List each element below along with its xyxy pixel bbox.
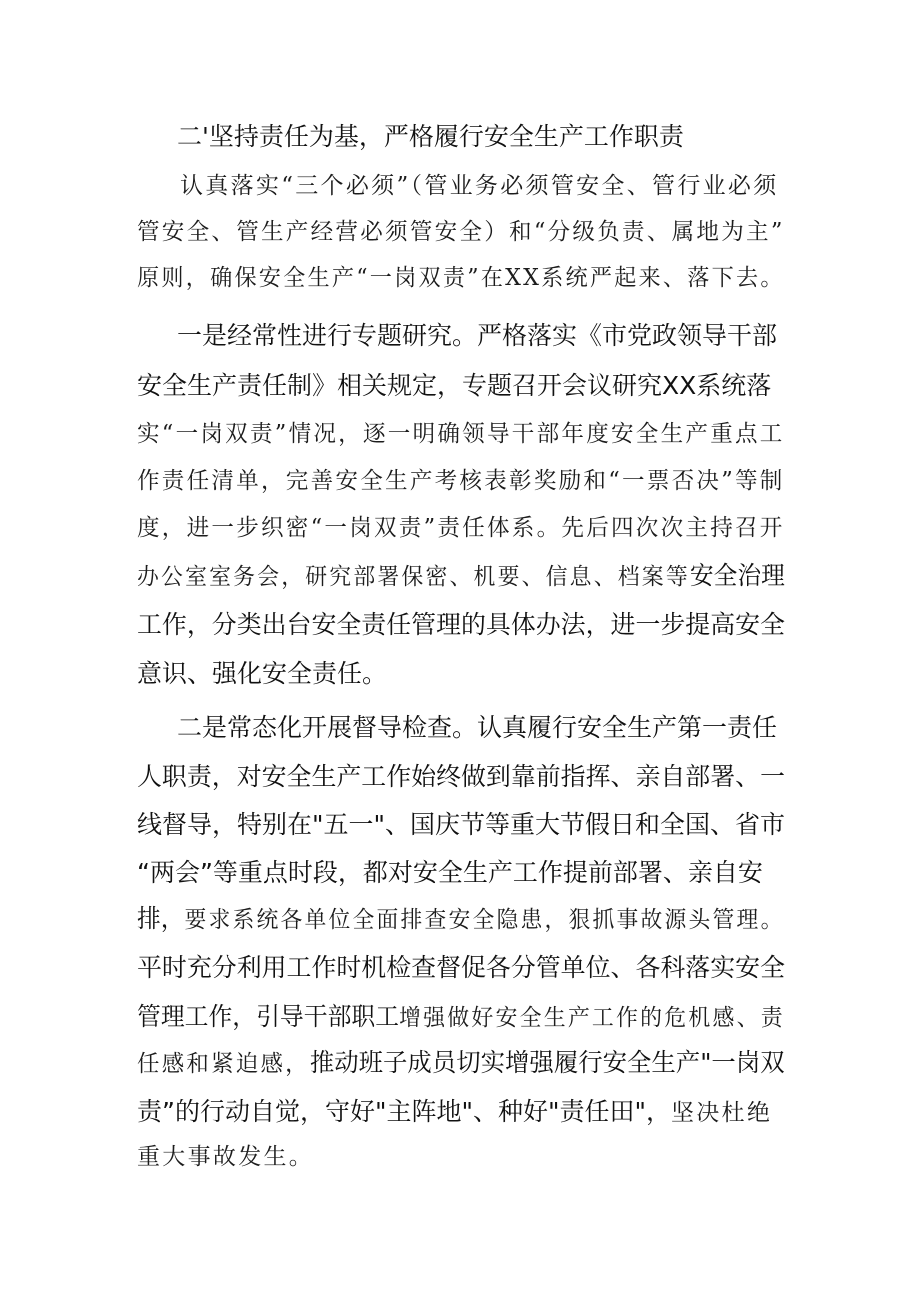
para2-line-6: 平时充分利用工作时机检查督促各分管单位、各科落实安全	[137, 953, 786, 982]
para2-line-4: “两会”等重点时段，都对安全生产工作提前部署、亲自安	[137, 858, 763, 887]
para1-line-7: 工作，分类出台安全责任管理的具体办法，进一步提高安全	[137, 610, 786, 639]
para2-line-1: 二是常态化开展督导检查。认真履行安全生产第一责任	[177, 713, 778, 742]
para2-line-9-sans: 责”的行动自觉，守好"主阵地"、种好"责任田"，	[137, 1097, 671, 1126]
para2-line-9	[137, 1099, 772, 1125]
para1-line-4: 作责任清单，完善安全生产考核表彰奖励和“一票否决”等制	[137, 468, 785, 494]
para2-line-5	[137, 906, 785, 932]
para2-line-7-sans: 管理工作，引导干部职工	[137, 1002, 400, 1031]
para2-line-9-serif: 坚决杜绝	[670, 1100, 773, 1126]
para1-line-6-serif: 办公室室务会，研究部署保密、机要、信息、档案等	[137, 564, 690, 590]
intro-line-1: 认真落实“三个必须”（管业务必须管安全、管行业必须	[180, 173, 779, 199]
para2-line-7	[137, 1004, 785, 1030]
para2-line-8-serif: 任感和紧迫感，	[137, 1051, 310, 1077]
para1-line-6-sans: 安全治理	[689, 561, 785, 590]
para2-line-5-serif: 要求系统各单位全面排查安全隐患，狠抓事故源头管理。	[184, 907, 785, 933]
para1-line-2: 安全生产责任制》相关规定，专题召开会议研究XX系统落	[137, 371, 772, 400]
para2-line-7-serif: 增强做好安全生产工作的危机感、责	[399, 1005, 785, 1031]
para2-line-10: 重大事故发生。	[137, 1144, 315, 1170]
para1-line-1: 一是经常性进行专题研究。严格落实《市党政领导干部	[177, 321, 778, 350]
para2-line-3: 线督导，特别在"五一"、国庆节等重大节假日和全国、省市	[137, 810, 786, 839]
para2-line-5-sans: 排，	[137, 904, 185, 933]
intro-line-3: 原则，确保安全生产“一岗双责”在XX系统严起来、落下去。	[137, 265, 785, 291]
para1-line-6	[137, 563, 785, 589]
para1-line-5: 度，进一步织密“一岗双责”责任体系。先后四次次主持召开	[137, 515, 785, 541]
intro-line-2: 管安全、管生产经营必须管安全）和“分级负责、属地为主”	[137, 219, 785, 245]
section-title: 二'坚持责任为基，严格履行安全生产工作职责	[177, 122, 684, 151]
para2-line-2: 人职责，对安全生产工作始终做到靠前指挥、亲自部署、一	[137, 762, 786, 791]
para2-line-8	[137, 1050, 785, 1076]
para1-line-8: 意识、强化安全责任。	[137, 659, 388, 688]
para1-line-3: 实“一岗双责”情况，逐一明确领导干部年度安全生产重点工	[137, 421, 785, 447]
para2-line-8-sans: 推动班子成员切实增强履行安全生产"一岗双	[309, 1048, 785, 1077]
